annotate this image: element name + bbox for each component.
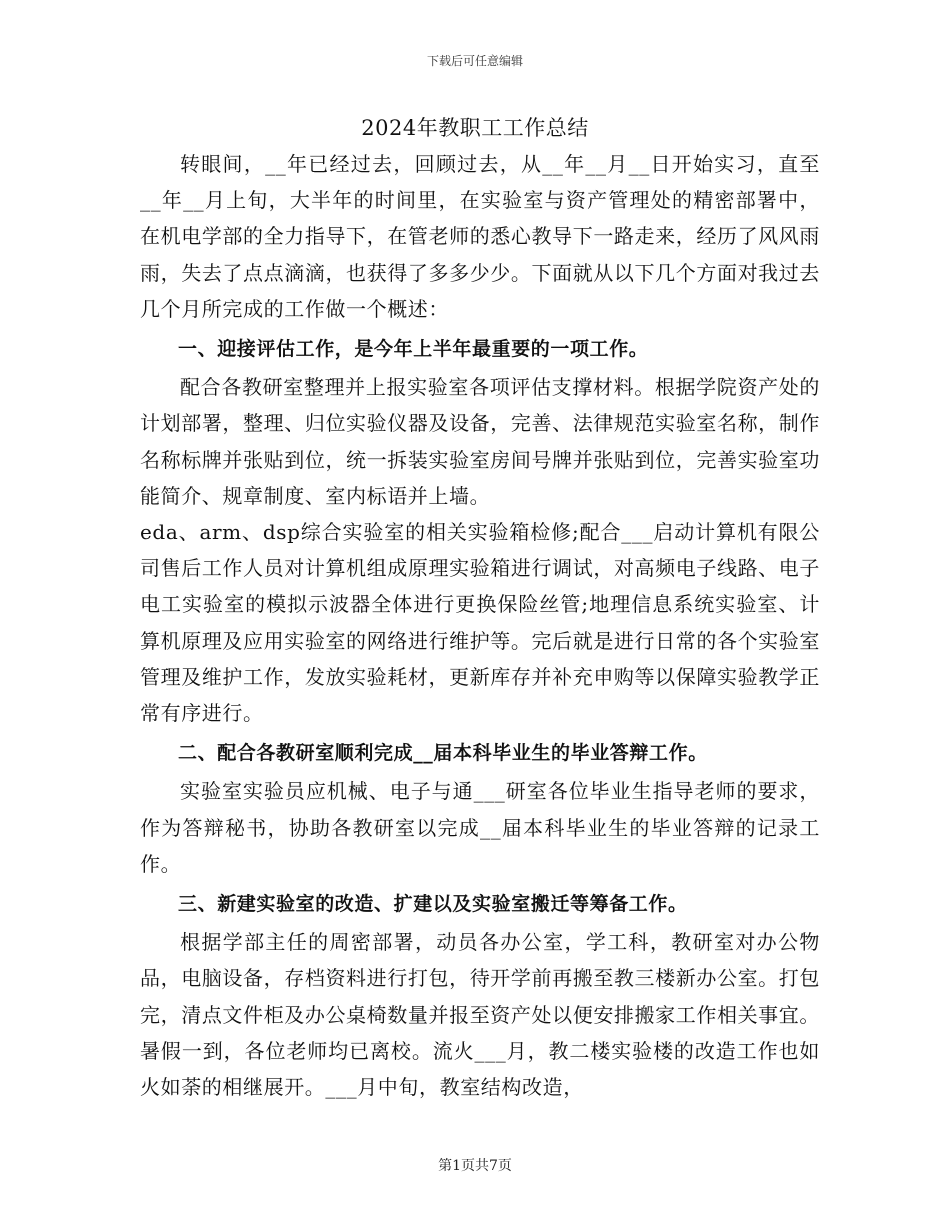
section-heading-2: 二、配合各教研室顺利完成__届本科毕业生的毕业答辩工作。 — [178, 742, 708, 765]
section-3-paragraph: 根据学部主任的周密部署，动员各办公室，学工科，教研室对办公物品，电脑设备，存档资料进行打包，待开学前再搬至教三楼新办公室。打包完，清点文件柜及办公桌椅数量并报至资产处以便安排搬家工作相关事宜。暑假一到，各位老师均已离校。流火___月，教二楼实验楼的改造工作也如火如荼的相继展开。___月中旬，教室结构改造， — [140, 930, 820, 1100]
page-header: 下载后可任意编辑 — [426, 54, 523, 68]
document-body — [140, 146, 820, 1105]
section-heading-3: 三、新建实验室的改造、扩建以及实验室搬迁等筹备工作。 — [178, 893, 688, 916]
section-1-paragraph-1: 配合各教研室整理并上报实验室各项评估支撑材料。根据学院资产处的计划部署，整理、归位实验仪器及设备，完善、法律规范实验室名称，制作名称标牌并张贴到位，统一拆装实验室房间号牌并张贴到位，完善实验室功能简介、规章制度、室内标语并上墙。 — [140, 375, 820, 508]
page-number: 第1页共7页 — [438, 1158, 512, 1174]
document-title: 2024年教职工工作总结 — [361, 116, 589, 140]
section-heading-1: 一、迎接评估工作，是今年上半年最重要的一项工作。 — [178, 338, 649, 361]
section-1-paragraph-2: eda、arm、dsp综合实验室的相关实验箱检修;配合___启动计算机有限公司售后工作人员对计算机组成原理实验箱进行调试，对高频电子线路、电子电工实验室的模拟示波器全体进行更换保险丝管;地理信息系统实验室、计算机原理及应用实验室的网络进行维护等。完后就是进行日常的各个实验室管理及维护工作，发放实验耗材，更新库存并补充申购等以保障实验教学正常有序进行。 — [140, 520, 820, 726]
intro-paragraph: 转眼间，__年已经过去，回顾过去，从__年__月__日开始实习，直至__年__月上旬，大半年的时间里，在实验室与资产管理处的精密部署中，在机电学部的全力指导下，在管老师的悉心教导下一路走来，经历了风风雨雨，失去了点点滴滴，也获得了多多少少。下面就从以下几个方面对我过去几个月所完成的工作做一个概述： — [140, 152, 820, 321]
section-2-paragraph: 实验室实验员应机械、电子与通___研室各位毕业生指导老师的要求，作为答辩秘书，协助各教研室以完成__届本科毕业生的毕业答辩的记录工作。 — [140, 779, 820, 876]
